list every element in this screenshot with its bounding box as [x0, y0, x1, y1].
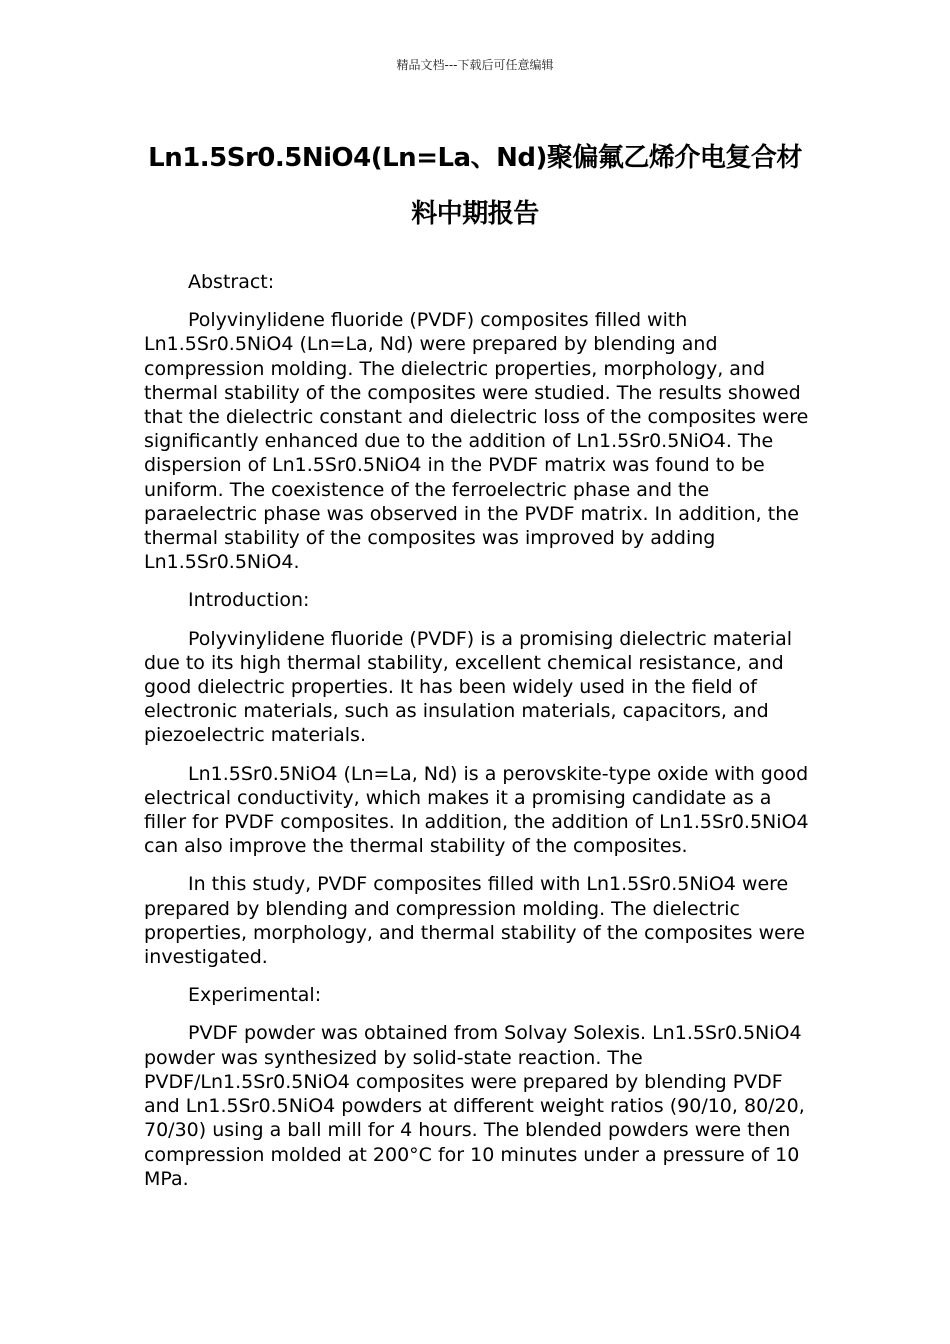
introduction-paragraph-2: Ln1.5Sr0.5NiO4 (Ln=La, Nd) is a perovskite-type oxide with good electrical conductivity, which makes it a promising candidate as a filler for PVDF composites. In addition, the addition of Ln1.5Sr0.5NiO4 can also improve the thermal stability of the composites.	[144, 762, 809, 858]
header-note: 精品文档---下载后可任意编辑	[396, 58, 554, 72]
section-heading-abstract: Abstract:	[188, 271, 275, 293]
document-title: Ln1.5Sr0.5NiO4(Ln=La、Nd)聚偏氟乙烯介电复合材料中期报告	[148, 143, 802, 229]
document-body	[144, 270, 809, 1205]
introduction-paragraph-1: Polyvinylidene fluoride (PVDF) is a promising dielectric material due to its high thermal stability, excellent chemical resistance, and good dielectric properties. It has been widely used in the field of electronic materials, such as insulation materials, capacitors, and piezoelectric materials.	[144, 627, 793, 747]
section-heading-experimental: Experimental:	[188, 984, 322, 1007]
introduction-paragraph-3: In this study, PVDF composites filled with Ln1.5Sr0.5NiO4 were prepared by blending and compression molding. The dielectric properties, morphology, and thermal stability of the composites were investigated.	[144, 873, 805, 969]
section-heading-introduction: Introduction:	[188, 589, 310, 612]
experimental-paragraph: PVDF powder was obtained from Solvay Solexis. Ln1.5Sr0.5NiO4 powder was synthesized by solid-state reaction. The PVDF/Ln1.5Sr0.5NiO4 composites were prepared by blending PVDF and Ln1.5Sr0.5NiO4 powders at different weight ratios (90/10, 80/20, 70/30) using a ball mill for 4 hours. The blended powders were then compression molded at 200°C for 10 minutes under a pressure of 10 MPa.	[144, 1022, 805, 1190]
abstract-paragraph: Polyvinylidene fluoride (PVDF) composites filled with Ln1.5Sr0.5NiO4 (Ln=La, Nd) were prepared by blending and compression molding. The dielectric properties, morphology, and thermal stability of the composites were studied. The results showed that the dielectric constant and dielectric loss of the composites were significantly enhanced due to the addition of Ln1.5Sr0.5NiO4. The dispersion of Ln1.5Sr0.5NiO4 in the PVDF matrix was found to be uniform. The coexistence of the ferroelectric phase and the paraelectric phase was observed in the PVDF matrix. In addition, the thermal stability of the composites was improved by adding Ln1.5Sr0.5NiO4.	[144, 309, 809, 574]
